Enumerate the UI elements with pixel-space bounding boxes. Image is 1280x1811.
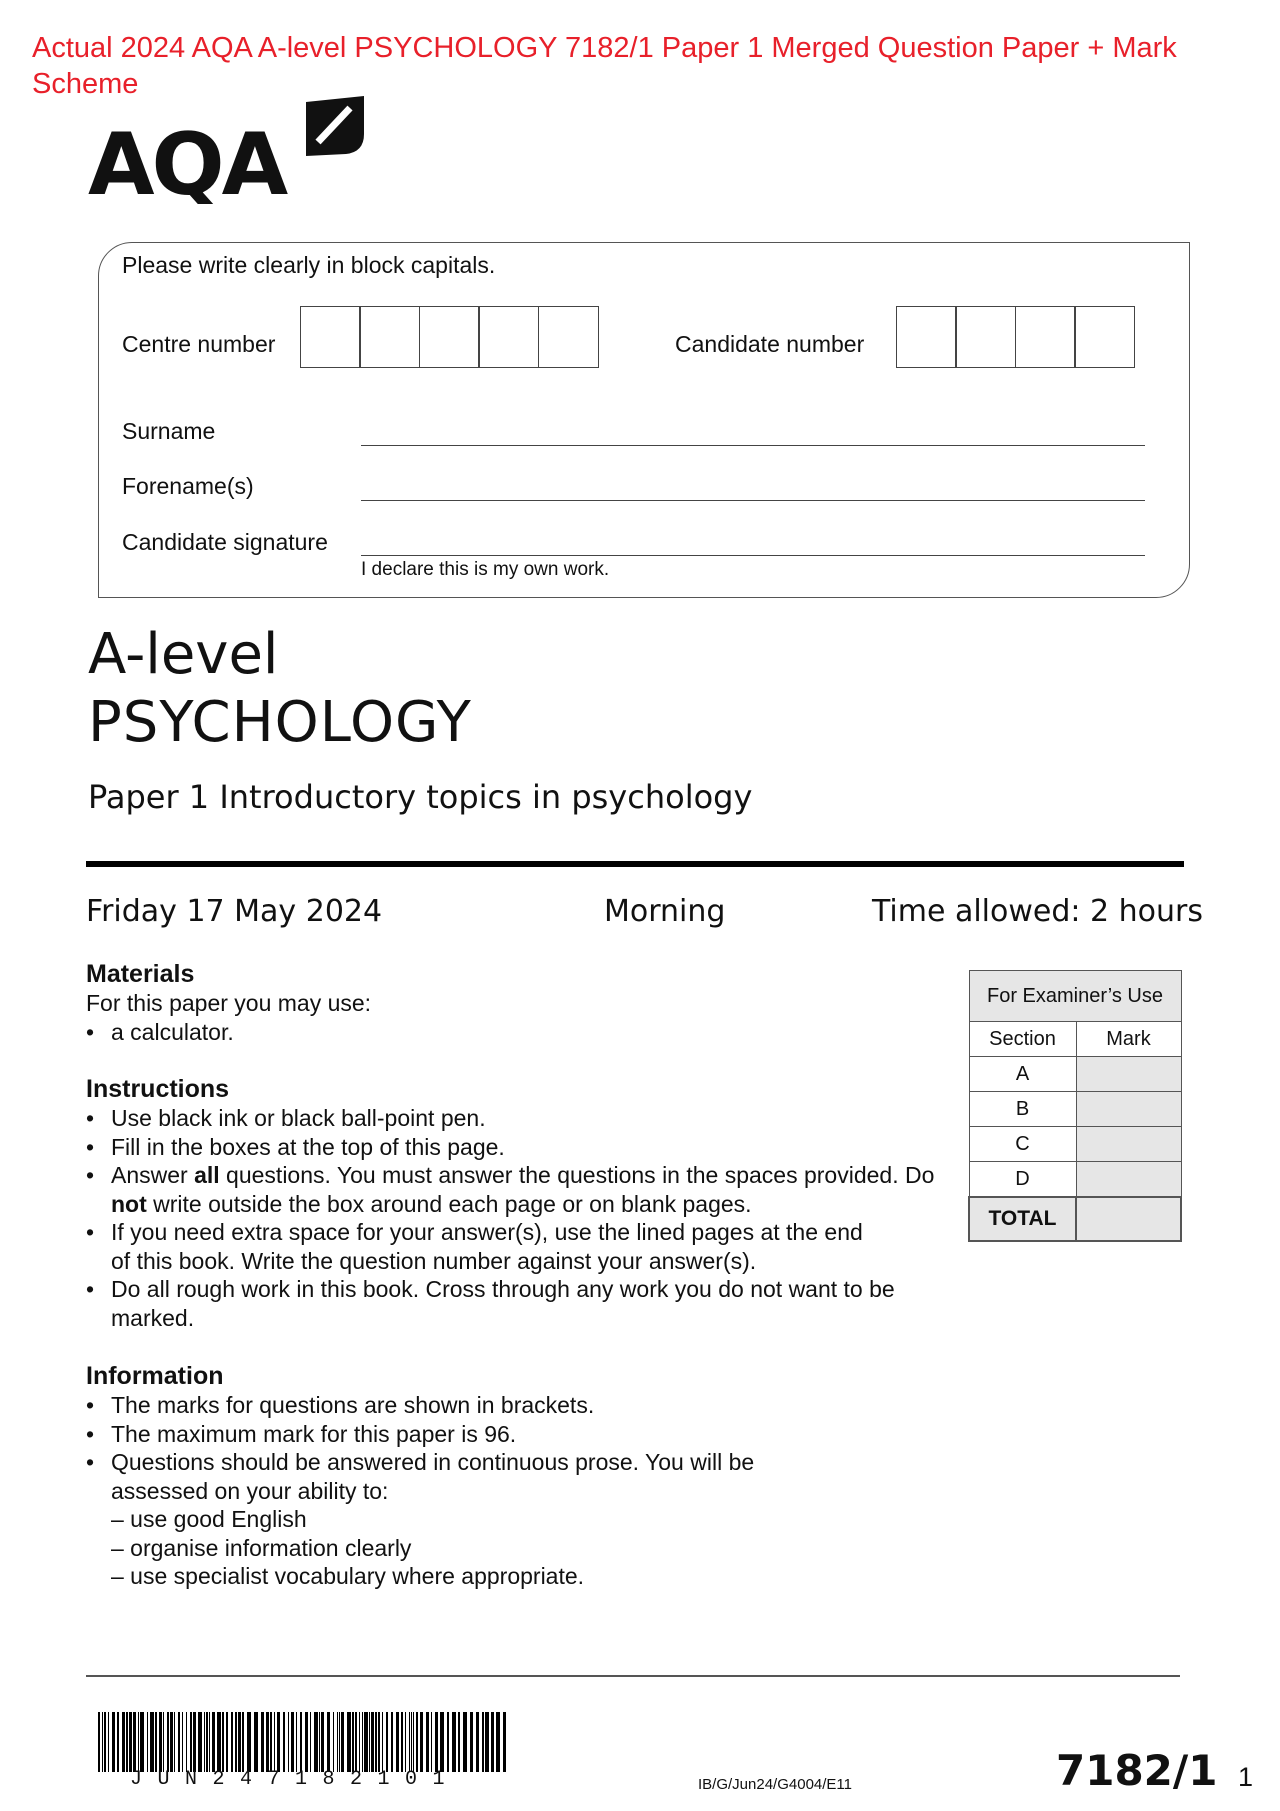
mark-cell bbox=[1076, 1127, 1181, 1162]
barcode-bar bbox=[235, 1712, 237, 1772]
barcode-bar bbox=[108, 1712, 109, 1772]
barcode-bar bbox=[447, 1712, 449, 1772]
header-divider bbox=[86, 861, 1184, 867]
barcode-bar bbox=[458, 1712, 460, 1772]
barcode-bar bbox=[355, 1712, 357, 1772]
barcode-bar bbox=[470, 1712, 473, 1772]
list-item: • a calculator. bbox=[86, 1018, 946, 1047]
barcode-bar bbox=[359, 1712, 360, 1772]
total-mark-cell bbox=[1076, 1197, 1181, 1241]
list-item: • Fill in the boxes at the top of this page. bbox=[86, 1133, 946, 1162]
barcode-bar bbox=[174, 1712, 175, 1772]
signature-label: Candidate signature bbox=[122, 529, 328, 555]
barcode-bar bbox=[254, 1712, 258, 1772]
surname-label: Surname bbox=[122, 418, 216, 444]
list-item: – use good English bbox=[111, 1506, 307, 1532]
barcode-bar bbox=[222, 1712, 224, 1772]
barcode-text: JUN247182101 bbox=[130, 1768, 461, 1791]
barcode-bar bbox=[247, 1712, 251, 1772]
list-item: – organise information clearly bbox=[111, 1534, 412, 1561]
section-column-header: Section bbox=[969, 1022, 1076, 1057]
document-banner-title: Actual 2024 AQA A-level PSYCHOLOGY 7182/1 Paper 1 Merged Question Paper + Mark Scheme bbox=[32, 32, 1177, 100]
barcode-bar bbox=[401, 1712, 403, 1772]
mark-cell bbox=[1076, 1092, 1181, 1127]
barcode bbox=[98, 1712, 510, 1772]
centre-digit-box[interactable] bbox=[359, 306, 420, 368]
barcode-bar bbox=[405, 1712, 406, 1772]
centre-number-label: Centre number bbox=[122, 331, 276, 357]
barcode-bar bbox=[310, 1712, 311, 1772]
barcode-bar bbox=[112, 1712, 115, 1772]
barcode-bar bbox=[163, 1712, 164, 1772]
barcode-bar bbox=[382, 1712, 383, 1772]
list-item bbox=[86, 1161, 946, 1218]
instructions-section bbox=[86, 1075, 946, 1332]
barcode-bar bbox=[420, 1712, 423, 1772]
barcode-bar bbox=[300, 1712, 302, 1772]
barcode-bar bbox=[409, 1712, 410, 1772]
barcode-bar bbox=[209, 1712, 210, 1772]
barcode-bar bbox=[411, 1712, 412, 1772]
section-cell: D bbox=[969, 1162, 1076, 1198]
examiner-use-table bbox=[968, 970, 1182, 1242]
footer-divider bbox=[86, 1675, 1180, 1677]
barcode-bar bbox=[463, 1712, 467, 1772]
section-cell: B bbox=[969, 1092, 1076, 1127]
instructions-list bbox=[86, 1104, 946, 1332]
barcode-bar bbox=[362, 1712, 363, 1772]
instr-emphasis: all bbox=[194, 1162, 220, 1188]
barcode-bar bbox=[319, 1712, 320, 1772]
list-item: • The maximum mark for this paper is 96. bbox=[86, 1420, 946, 1449]
candidate-digit-box[interactable] bbox=[955, 306, 1016, 368]
materials-list bbox=[86, 1018, 946, 1047]
signature-line[interactable] bbox=[361, 555, 1145, 556]
list-item: • The marks for questions are shown in brackets. bbox=[86, 1391, 946, 1420]
mark-column-header: Mark bbox=[1076, 1022, 1181, 1057]
examiner-table-title: For Examiner’s Use bbox=[969, 971, 1181, 1022]
mark-cell bbox=[1076, 1057, 1181, 1092]
centre-digit-box[interactable] bbox=[300, 306, 361, 368]
barcode-bar bbox=[104, 1712, 106, 1772]
document-reference: IB/G/Jun24/G4004/E11 bbox=[698, 1776, 852, 1793]
barcode-bar bbox=[277, 1712, 280, 1772]
barcode-bar bbox=[291, 1712, 294, 1772]
barcode-bar bbox=[485, 1712, 489, 1772]
total-label: TOTAL bbox=[969, 1197, 1076, 1241]
barcode-bar bbox=[283, 1712, 285, 1772]
paper-code: 7182/1 bbox=[1056, 1746, 1218, 1795]
mark-cell bbox=[1076, 1162, 1181, 1198]
barcode-bar bbox=[386, 1712, 388, 1772]
barcode-bar bbox=[150, 1712, 154, 1772]
barcode-bar bbox=[476, 1712, 479, 1772]
barcode-bar bbox=[440, 1712, 444, 1772]
barcode-bar bbox=[147, 1712, 148, 1772]
barcode-bar bbox=[117, 1712, 119, 1772]
barcode-bar bbox=[274, 1712, 275, 1772]
list-item: • Use black ink or black ball-point pen. bbox=[86, 1104, 946, 1133]
barcode-bar bbox=[337, 1712, 338, 1772]
barcode-bar bbox=[435, 1712, 438, 1772]
barcode-bar bbox=[155, 1712, 157, 1772]
surname-line[interactable] bbox=[361, 445, 1145, 446]
barcode-bar bbox=[193, 1712, 196, 1772]
list-item: – use specialist vocabulary where appropriate. bbox=[111, 1563, 585, 1589]
instr-text: questions. You must answer the questions in the spaces provided. Do bbox=[219, 1162, 935, 1188]
materials-section bbox=[86, 960, 946, 1046]
barcode-bar bbox=[321, 1712, 324, 1772]
barcode-bar bbox=[378, 1712, 380, 1772]
instr-emphasis: not bbox=[111, 1190, 147, 1217]
barcode-bar bbox=[266, 1712, 269, 1772]
barcode-bar bbox=[140, 1712, 144, 1772]
barcode-bar bbox=[371, 1712, 374, 1772]
logo-text: AQA bbox=[88, 115, 286, 204]
aqa-logo bbox=[88, 94, 368, 204]
barcode-bar bbox=[364, 1712, 368, 1772]
barcode-bar bbox=[186, 1712, 187, 1772]
barcode-bar bbox=[375, 1712, 377, 1772]
centre-digit-box[interactable] bbox=[478, 306, 539, 368]
subject-title: PSYCHOLOGY bbox=[88, 690, 472, 755]
barcode-bar bbox=[491, 1712, 494, 1772]
instr-text: write outside the box around each page or on blank pages. bbox=[146, 1190, 752, 1217]
barcode-bar bbox=[206, 1712, 208, 1772]
qualification-level: A-level bbox=[88, 622, 279, 687]
barcode-bar bbox=[482, 1712, 484, 1772]
list-item: • If you need extra space for your answer(s), use the lined pages at the end of this book. Write the question number against your answer(s). bbox=[86, 1218, 871, 1275]
barcode-bar bbox=[212, 1712, 215, 1772]
list-item: • Questions should be answered in continuous prose. You will be assessed on your ability to: bbox=[86, 1448, 811, 1505]
block-capitals-instruction: Please write clearly in block capitals. bbox=[122, 252, 496, 278]
information-list bbox=[86, 1391, 946, 1591]
section-cell: C bbox=[969, 1127, 1076, 1162]
barcode-bar bbox=[122, 1712, 125, 1772]
barcode-bar bbox=[503, 1712, 506, 1772]
barcode-bar bbox=[347, 1712, 351, 1772]
aqa-leaf-icon bbox=[306, 96, 364, 156]
barcode-bar bbox=[391, 1712, 393, 1772]
section-cell: A bbox=[969, 1057, 1076, 1092]
barcode-bar bbox=[133, 1712, 136, 1772]
instructions-heading: Instructions bbox=[86, 1075, 230, 1103]
barcode-bar bbox=[270, 1712, 272, 1772]
time-allowed: Time allowed: 2 hours bbox=[872, 894, 1204, 929]
barcode-bar bbox=[352, 1712, 354, 1772]
candidate-digit-box[interactable] bbox=[896, 306, 957, 368]
barcode-bar bbox=[341, 1712, 344, 1772]
information-section bbox=[86, 1362, 946, 1591]
barcode-bar bbox=[288, 1712, 289, 1772]
barcode-bar bbox=[431, 1712, 432, 1772]
barcode-bar bbox=[138, 1712, 139, 1772]
materials-intro: For this paper you may use: bbox=[86, 990, 372, 1016]
barcode-bar bbox=[226, 1712, 228, 1772]
list-item: • Do all rough work in this book. Cross through any work you do not want to be marked. bbox=[86, 1275, 901, 1332]
barcode-bar bbox=[261, 1712, 264, 1772]
barcode-bar bbox=[204, 1712, 205, 1772]
barcode-bar bbox=[129, 1712, 132, 1772]
barcode-bar bbox=[170, 1712, 173, 1772]
barcode-bar bbox=[296, 1712, 297, 1772]
candidate-number-label: Candidate number bbox=[675, 331, 865, 357]
barcode-bar bbox=[190, 1712, 192, 1772]
declaration-text: I declare this is my own work. bbox=[361, 559, 610, 580]
barcode-bar bbox=[333, 1712, 334, 1772]
barcode-bar bbox=[413, 1712, 414, 1772]
barcode-bar bbox=[314, 1712, 318, 1772]
centre-digit-box[interactable] bbox=[538, 306, 599, 368]
barcode-bar bbox=[242, 1712, 244, 1772]
barcode-bar bbox=[167, 1712, 169, 1772]
barcode-bar bbox=[416, 1712, 418, 1772]
candidate-number-boxes[interactable] bbox=[897, 306, 1135, 368]
barcode-bar bbox=[217, 1712, 221, 1772]
information-heading: Information bbox=[86, 1362, 224, 1390]
centre-digit-box[interactable] bbox=[419, 306, 480, 368]
barcode-bar bbox=[126, 1712, 128, 1772]
barcode-bar bbox=[452, 1712, 456, 1772]
barcode-bar bbox=[98, 1712, 100, 1772]
barcode-bar bbox=[327, 1712, 330, 1772]
barcode-bar bbox=[182, 1712, 183, 1772]
exam-date: Friday 17 May 2024 bbox=[86, 894, 383, 929]
forename-line[interactable] bbox=[361, 500, 1145, 501]
barcode-bar bbox=[178, 1712, 180, 1772]
centre-number-boxes[interactable] bbox=[301, 306, 599, 368]
barcode-bar bbox=[198, 1712, 202, 1772]
barcode-bar bbox=[238, 1712, 241, 1772]
barcode-bar bbox=[231, 1712, 233, 1772]
barcode-bar bbox=[496, 1712, 500, 1772]
barcode-bar bbox=[339, 1712, 340, 1772]
exam-session: Morning bbox=[604, 894, 726, 929]
paper-title: Paper 1 Introductory topics in psychology bbox=[88, 778, 753, 816]
barcode-bar bbox=[396, 1712, 399, 1772]
materials-heading: Materials bbox=[86, 960, 195, 988]
forename-label: Forename(s) bbox=[122, 473, 254, 499]
barcode-bar bbox=[426, 1712, 429, 1772]
candidate-digit-box[interactable] bbox=[1015, 306, 1076, 368]
barcode-bar bbox=[102, 1712, 103, 1772]
barcode-bar bbox=[369, 1712, 370, 1772]
candidate-digit-box[interactable] bbox=[1074, 306, 1135, 368]
barcode-bar bbox=[159, 1712, 162, 1772]
instr-text: Answer bbox=[111, 1162, 195, 1188]
page-number: 1 bbox=[1238, 1762, 1254, 1792]
barcode-bar bbox=[305, 1712, 308, 1772]
